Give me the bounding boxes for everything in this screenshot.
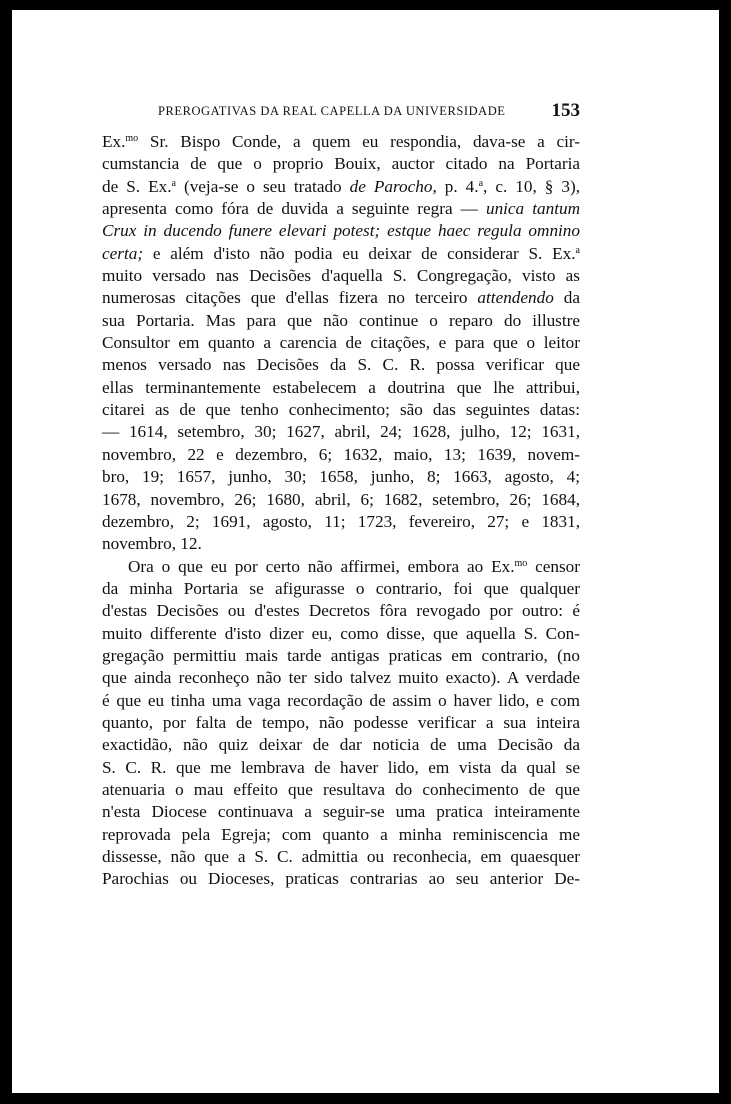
text-line: bro, 19; 1657, junho, 30; 1658, junho, 8; 1663, agosto, 4;: [102, 467, 580, 487]
text-line: quanto, por falta de tempo, não podesse verificar a sua inteira: [102, 712, 580, 732]
text-line: atenuaria o mau effeito que resultava do conhecimento de que: [102, 779, 580, 799]
text-line: exactidão, não quiz deixar de dar noticia de uma Decisão da: [102, 735, 580, 755]
text-line: apresenta como fóra de duvida a seguinte regra — unica tantum: [102, 199, 580, 219]
text-line: Consultor em quanto a carencia de citações, e para que o leitor: [102, 333, 580, 353]
body-text: [102, 131, 580, 891]
text-line: reprovada pela Egreja; com quanto a minha reminiscencia me: [102, 824, 580, 844]
text-line: 1678, novembro, 26; 1680, abril, 6; 1682, setembro, 26; 1684,: [102, 489, 580, 509]
text-line: citarei as de que tenho conhecimento; são das seguintes datas:: [102, 400, 580, 420]
text-line: menos versado nas Decisões da S. C. R. possa verificar que: [102, 355, 580, 375]
text-line: novembro, 12.: [102, 534, 202, 554]
book-page: [12, 10, 719, 1093]
text-line: muito versado nas Decisões d'aquella S. Congregação, visto as: [102, 266, 580, 286]
text-line: — 1614, setembro, 30; 1627, abril, 24; 1628, julho, 12; 1631,: [102, 422, 580, 442]
text-line: é que eu tinha uma vaga recordação de assim o haver lido, e com: [102, 690, 580, 710]
text-line: d'estas Decisões ou d'estes Decretos fôra revogado por outro: é: [102, 601, 580, 621]
page-number: 153: [551, 100, 580, 121]
text-line: S. C. R. que me lembrava de haver lido, em vista da qual se: [102, 757, 580, 777]
text-line: sua Portaria. Mas para que não continue o reparo do illustre: [102, 310, 580, 330]
paragraph-1: [102, 131, 580, 556]
text-line: gregação permittiu mais tarde antigas praticas em contrario, (no: [102, 645, 580, 665]
text-line: Parochias ou Dioceses, praticas contrarias ao seu anterior De-: [102, 869, 580, 889]
text-line: ellas terminantemente estabelecem a doutrina que lhe attribui,: [102, 377, 580, 397]
text-line: novembro, 22 e dezembro, 6; 1632, maio, 13; 1639, novem-: [102, 444, 580, 464]
text-line: cumstancia de que o proprio Bouix, auctor citado na Portaria: [102, 154, 580, 174]
text-line: Crux in ducendo funere elevari potest; estque haec regula omnino: [102, 221, 580, 241]
text-line: Ex.$^{mo}$ Sr. Bispo Conde, a quem eu respondia, dava-se a cir-: [102, 132, 580, 151]
text-line: da minha Portaria se afigurasse o contrario, foi que qualquer: [102, 578, 580, 598]
text-line: dezembro, 2; 1691, agosto, 11; 1723, fevereiro, 27; e 1831,: [102, 511, 580, 531]
text-line: n'esta Diocese continuava a seguir-se uma pratica inteiramente: [102, 802, 580, 822]
page-header: [143, 100, 580, 126]
text-line: certa; e além d'isto não podia eu deixar de considerar S. Ex.$^a$: [102, 243, 580, 263]
running-title: PREROGATIVAS DA REAL CAPELLA DA UNIVERSIDADE: [158, 104, 506, 118]
text-line: numerosas citações que d'ellas fizera no terceiro attendendo da: [102, 288, 580, 308]
text-line: muito differente d'isto dizer eu, como disse, que aquella S. Con-: [102, 623, 580, 643]
text-line: Ora o que eu por certo não affirmei, embora ao Ex.$^{mo}$ censor: [128, 556, 580, 576]
text-line: que ainda reconheço não ter sido talvez muito exacto). A verdade: [102, 668, 580, 688]
text-line: de S. Ex.$^a$ (veja-se o seu tratado de Parocho, p. 4.$^a$, c. 10, § 3),: [102, 176, 580, 196]
paragraph-2: [102, 556, 580, 891]
text-line: dissesse, não que a S. C. admittia ou reconhecia, em quaesquer: [102, 847, 580, 866]
